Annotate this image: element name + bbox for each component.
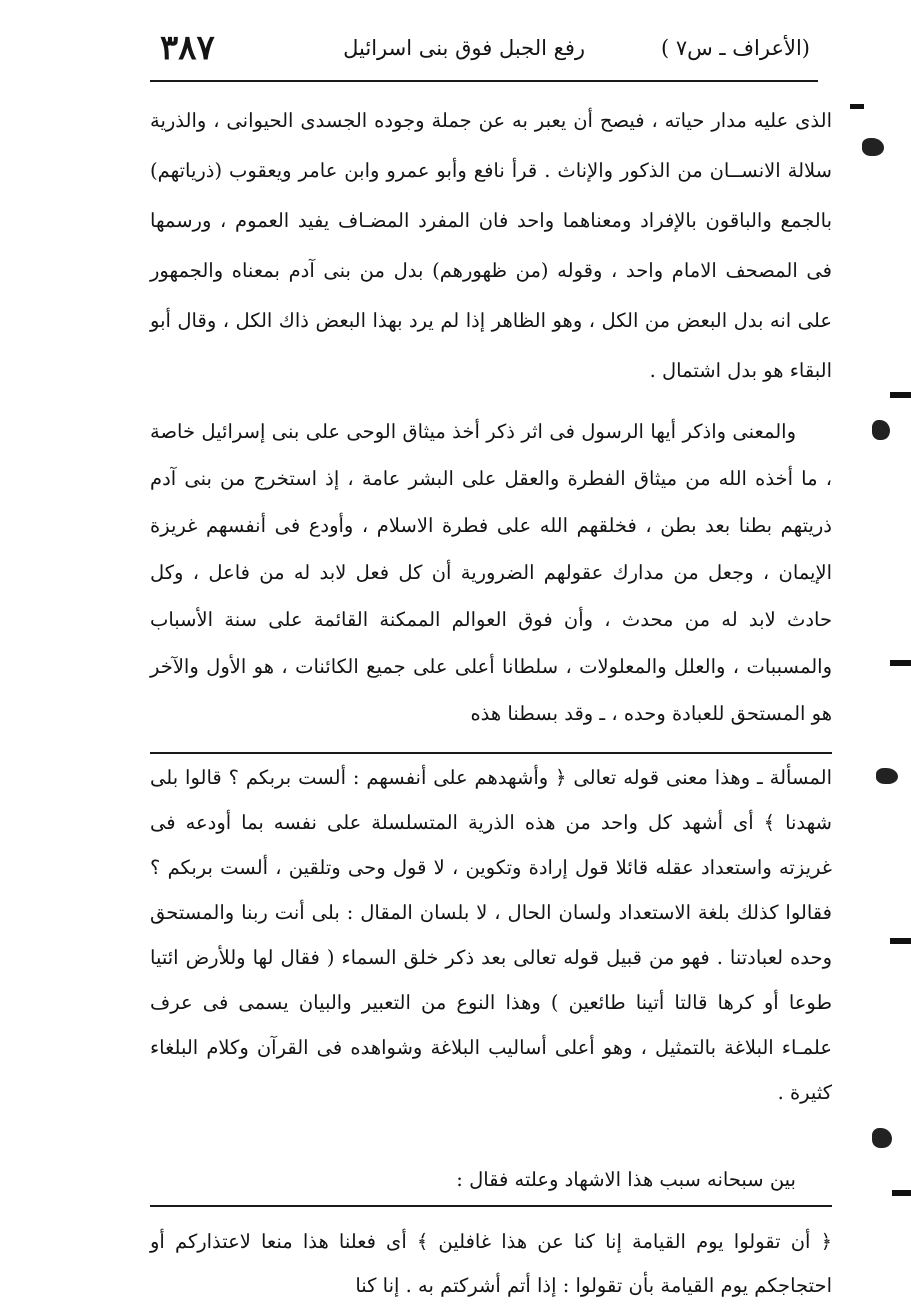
paragraph-2-text: والمعنى واذكر أيها الرسول فى اثر ذكر أخذ ميثاق الوحى على بنى إسرائيل خاصة ، ما أخذه الله من ميثاق الفطرة والعقل على البشر عامة ، إذ استخرج من بنى آدم ذريتهم بطنا بعد بطن ، فخلقهم الله على فطرة الاسلام ، وأودع فى أنفسهم غريزة الإيمان ، وجعل من مدارك عقولهم الضرورية أن كل فعل لابد له من فاعل ، وكل حادث لابد له من محدث ، وأن فوق العوالم الممكنة القائمة على سنة الأسباب والمسببات ، والعلل والمعلولات ، سلطانا أعلى على جميع الكائنات ، هو الأول والآخر هو المستحق للعبادة وحده ، ـ وقد بسطنا هذه [150, 420, 832, 725]
paragraph-4-text: بين سبحانه سبب هذا الاشهاد وعلته فقال : [456, 1168, 796, 1191]
paragraph-1: الذى عليه مدار حياته ، فيصح أن يعبر به عن جملة وجوده الجسدى الحيوانى ، والذرية سلالة الانســان من الذكور والإناث . قرأ نافع وأبو عمرو وابن عامر ويعقوب (ذرياتهم) بالجمع والباقون بالإفراد ومعناهما واحد فان المفرد المضـاف يفيد العموم ، ورسمها فى المصحف الامام واحد ، وقوله (من ظهورهم) بدل من بنى آدم بمعناه والجمهور على انه بدل البعض من الكل ، وهو الظاهر إذا لم يرد بهذا البعض ذاك الكل ، وقال أبو البقاء هو بدل اشتمال . [150, 109, 832, 382]
page-header [150, 28, 810, 76]
page-number: ٣٨٧ [160, 28, 215, 68]
bottom-rule [150, 1205, 832, 1207]
scan-blot [876, 768, 898, 784]
scan-blot [872, 1128, 892, 1148]
paragraph-2 [150, 408, 832, 737]
scan-blot [872, 420, 890, 440]
margin-mark [850, 104, 864, 109]
paragraph-3: المسألة ـ وهذا معنى قوله تعالى ﴿ وأشهدهم على أنفسهم : ألست بربكم ؟ قالوا بلى شهدنا ﴾ أى أشهد كل واحد من هذه الذرية المتسلسلة على نفسه بما أودعه فى غريزته واستعداد عقله قائلا قول إرادة وتكوين ، لا قول وحى وتلقين ، ألست بربكم ؟ فقالوا كذلك بلغة الاستعداد ولسان الحال ، لا بلسان المقال : بلى أنت ربنا والمستحق وحده لعبادتنا . فهو من قبيل قوله تعالى بعد ذكر خلق السماء ( فقال لها وللأرض ائتيا طوعا أو كرها قالتا أتينا طائعين ) وهذا النوع من التعبير والبيان يسمى فى عرف علمـاء البلاغة بالتمثيل ، وهو أعلى أساليب البلاغة وشواهده فى القرآن وكلام البلغاء كثيرة . [150, 766, 832, 1104]
margin-mark [890, 392, 911, 398]
header-rule [150, 80, 818, 82]
sura-reference: (الأعراف ـ س٧ ) [660, 36, 810, 60]
margin-mark [892, 1190, 911, 1196]
section-rule [150, 752, 832, 754]
margin-mark [890, 660, 911, 666]
scan-blot [862, 138, 884, 156]
margin-mark [890, 938, 911, 944]
paragraph-5: ﴿ أن تقولوا يوم القيامة إنا كنا عن هذا غافلين ﴾ أى فعلنا هذا منعا لاعتذاركم أو احتجاجكم يوم القيامة بأن تقولوا : إذا أتم أشركتم به . إنا كنا [150, 1230, 832, 1297]
running-title: رفع الجبل فوق بنى اسرائيل [343, 36, 585, 60]
paragraph-4 [150, 1160, 832, 1200]
